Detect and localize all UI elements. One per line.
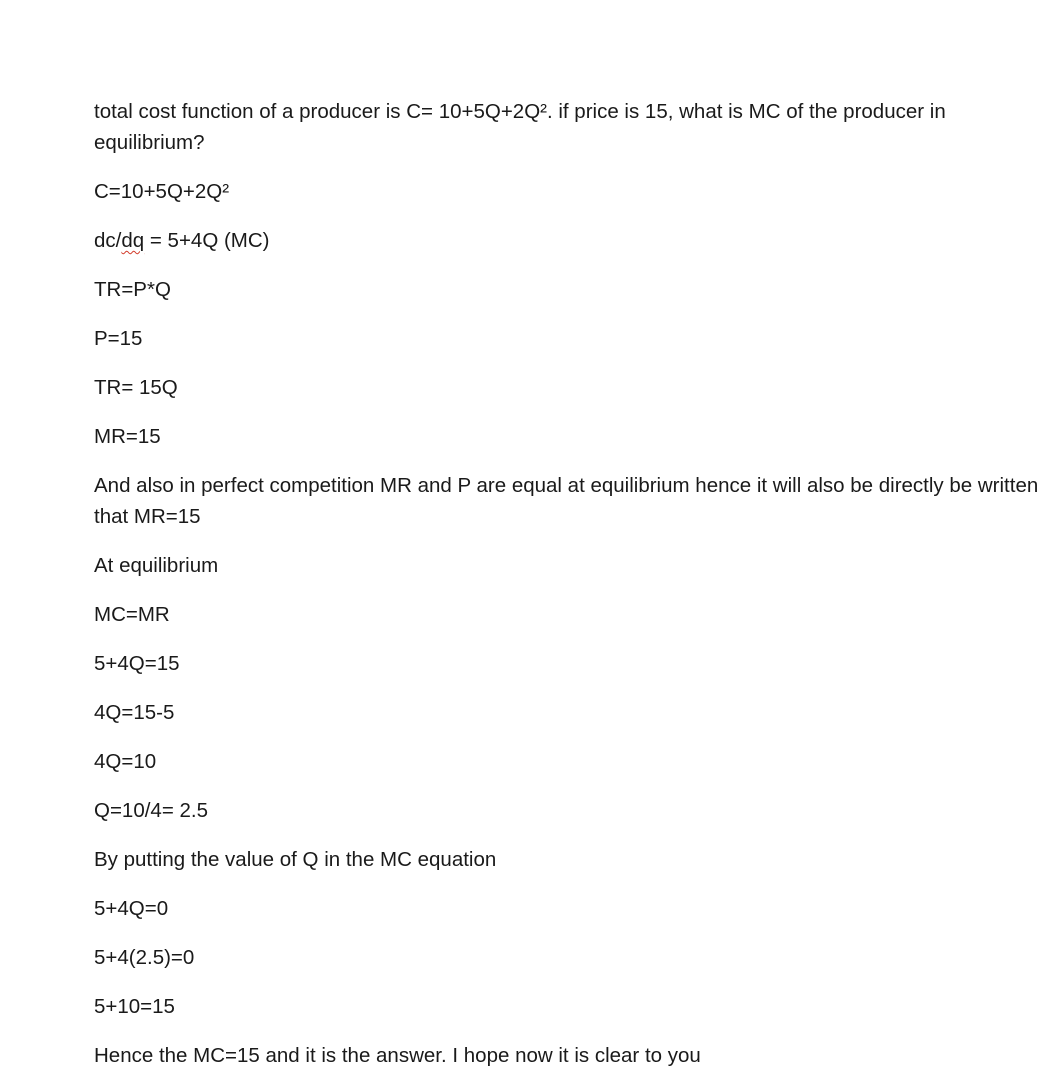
- equation-step-2: 4Q=15-5: [94, 701, 175, 724]
- equation-step-3: 4Q=10: [94, 750, 157, 773]
- mc-step-3: 5+10=15: [94, 995, 175, 1018]
- derivative-rest: = 5+4Q (MC): [149, 229, 270, 252]
- perfect-competition-paragraph: And also in perfect competition MR and P are equal at equilibrium hence it will also be directly be written that MR=15: [94, 474, 1039, 528]
- document-body: [94, 96, 1054, 1089]
- spellcheck-flagged-word: dq: [121, 229, 145, 252]
- mr-line: MR=15: [94, 425, 161, 448]
- conclusion-text: Hence the MC=15 and it is the answer. I hope now it is clear to you: [94, 1044, 701, 1067]
- total-revenue-line: TR=P*Q: [94, 278, 171, 301]
- equilibrium-heading: At equilibrium: [94, 554, 219, 577]
- mc-step-1: 5+4Q=0: [94, 897, 169, 920]
- tr-value-line: TR= 15Q: [94, 376, 178, 399]
- derivative-line: [94, 225, 1054, 256]
- derivative-prefix: dc/: [94, 229, 122, 252]
- equation-step-1: 5+4Q=15: [94, 652, 180, 675]
- mc-step-2: 5+4(2.5)=0: [94, 946, 195, 969]
- cost-function-line: C=10+5Q+2Q²: [94, 180, 230, 203]
- substitution-text: By putting the value of Q in the MC equation: [94, 848, 497, 871]
- question-text: total cost function of a producer is C= 10+5Q+2Q². if price is 15, what is MC of the producer in equilibrium?: [94, 100, 946, 154]
- equation-step-4: Q=10/4= 2.5: [94, 799, 208, 822]
- price-line: P=15: [94, 327, 143, 350]
- mc-equals-mr-line: MC=MR: [94, 603, 170, 626]
